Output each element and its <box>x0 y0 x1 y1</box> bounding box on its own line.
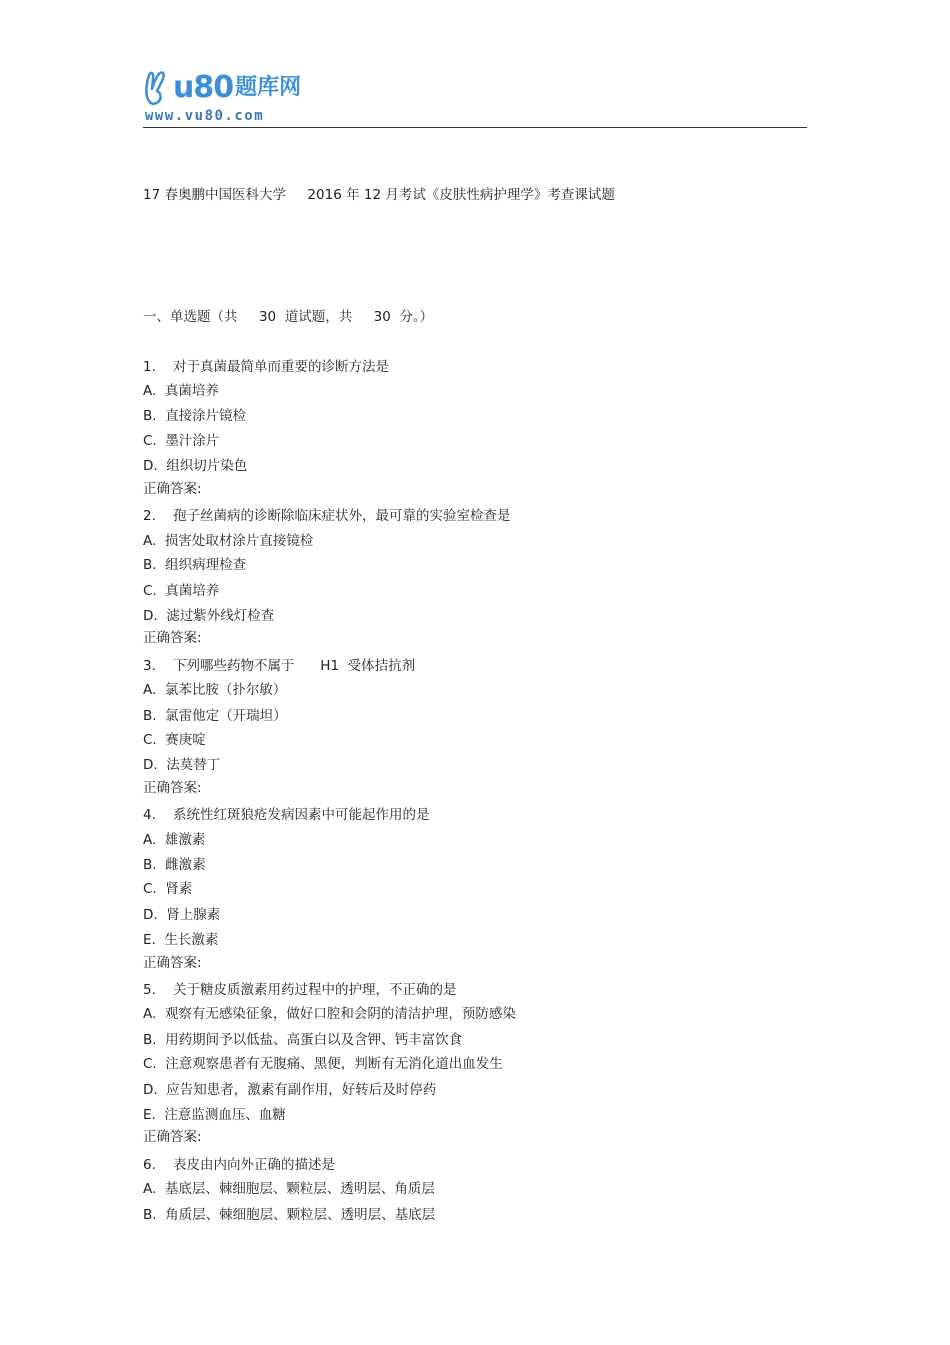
question-stem: 1. 对于真菌最简单而重要的诊断方法是 <box>143 359 390 375</box>
document-title: 17 春奥鹏中国医科大学 2016 年 12 月考试《皮肤性病护理学》考查课试题 <box>143 187 615 203</box>
option-b: B. 组织病理检查 <box>143 557 247 573</box>
option-e: E. 生长激素 <box>143 932 219 948</box>
option-a: A. 基底层、棘细胞层、颗粒层、透明层、角质层 <box>143 1181 435 1197</box>
answer-label: 正确答案: <box>143 780 202 796</box>
option-b: B. 氯雷他定（开瑞坦） <box>143 708 287 724</box>
option-d: D. 法莫替丁 <box>143 757 221 773</box>
option-e: E. 注意监测血压、血糖 <box>143 1107 286 1123</box>
answer-label: 正确答案: <box>143 955 202 971</box>
option-c: C. 赛庚啶 <box>143 732 206 748</box>
rabbit-icon <box>143 71 171 105</box>
option-b: B. 直接涂片镜检 <box>143 408 247 424</box>
option-a: A. 观察有无感染征象，做好口腔和会阴的清洁护理，预防感染 <box>143 1006 516 1022</box>
question-stem: 6. 表皮由内向外正确的描述是 <box>143 1157 336 1173</box>
option-c: C. 真菌培养 <box>143 583 220 599</box>
option-d: D. 肾上腺素 <box>143 907 221 923</box>
option-c: C. 注意观察患者有无腹痛、黑便，判断有无消化道出血发生 <box>143 1056 503 1072</box>
option-c: C. 肾素 <box>143 881 193 897</box>
answer-label: 正确答案: <box>143 630 202 646</box>
answer-label: 正确答案: <box>143 1129 202 1145</box>
option-a: A. 雄激素 <box>143 832 206 848</box>
section-heading: 一、单选题（共 30 道试题，共 30 分。） <box>143 309 434 325</box>
option-b: B. 雌激素 <box>143 857 206 873</box>
option-d: D. 组织切片染色 <box>143 458 248 474</box>
answer-label: 正确答案: <box>143 481 202 497</box>
logo-cn-text: 题库网 <box>235 75 302 100</box>
logo-mark <box>143 68 301 108</box>
option-d: D. 滤过紫外线灯检查 <box>143 608 275 624</box>
option-d: D. 应告知患者，激素有副作用，好转后及时停药 <box>143 1082 437 1098</box>
option-a: A. 损害处取材涂片直接镜检 <box>143 533 314 549</box>
option-b: B. 角质层、棘细胞层、颗粒层、透明层、基底层 <box>143 1207 436 1223</box>
option-a: A. 真菌培养 <box>143 383 219 399</box>
question-stem: 3. 下列哪些药物不属于 H1 受体拮抗剂 <box>143 658 416 674</box>
logo-url: www.vu80.com <box>145 108 265 124</box>
site-logo <box>143 68 343 128</box>
option-b: B. 用药期间予以低盐、高蛋白以及含钾、钙丰富饮食 <box>143 1032 463 1048</box>
question-stem: 4. 系统性红斑狼疮发病因素中可能起作用的是 <box>143 807 430 823</box>
option-a: A. 氯苯比胺（扑尔敏） <box>143 682 287 698</box>
option-c: C. 墨汁涂片 <box>143 433 220 449</box>
question-stem: 2. 孢子丝菌病的诊断除临床症状外，最可靠的实验室检查是 <box>143 508 511 524</box>
logo-text: u80 <box>173 70 234 105</box>
header-divider <box>143 127 807 128</box>
question-stem: 5. 关于糖皮质激素用药过程中的护理，不正确的是 <box>143 982 457 998</box>
